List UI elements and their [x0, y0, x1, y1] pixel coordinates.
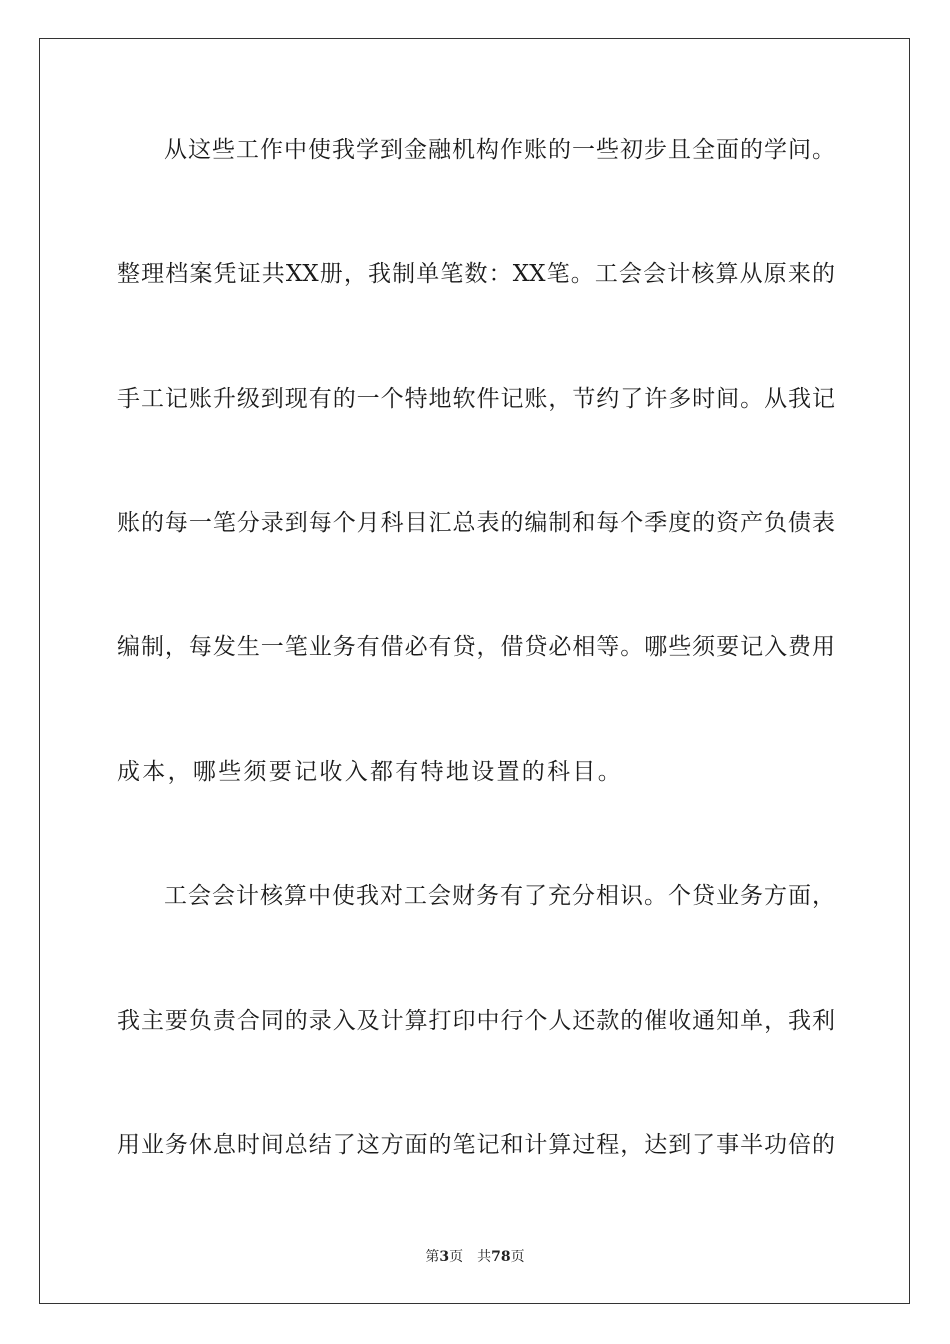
- text-line-1: 从这些工作中使我学到金融机构作账的一些初步且全面的学问。: [164, 137, 835, 163]
- text-line-4: 账的每一笔分录到每个月科目汇总表的编制和每个季度的资产负债表: [117, 510, 835, 536]
- text-line-8: 我主要负责合同的录入及计算打印中行个人还款的催收通知单，我利: [117, 1008, 835, 1034]
- page-label: 第3页: [425, 1249, 464, 1265]
- text-line-7: 工会会计核算中使我对工会财务有了充分相识。个贷业务方面，: [164, 883, 835, 909]
- total-pages: 78: [491, 1249, 511, 1265]
- text-line-3: 手工记账升级到现有的一个特地软件记账，节约了许多时间。从我记: [117, 386, 835, 412]
- page-footer: [0, 1247, 950, 1267]
- text-line-9: 用业务休息时间总结了这方面的笔记和计算过程，达到了事半功倍的: [117, 1132, 835, 1158]
- text-line-5: 编制，每发生一笔业务有借必有贷，借贷必相等。哪些须要记入费用: [117, 634, 835, 660]
- page-number: 3: [439, 1249, 450, 1265]
- text-line-6: 成本，哪些须要记收入都有特地设置的科目。: [117, 759, 623, 785]
- page-border: [39, 38, 910, 1304]
- text-line-2: 整理档案凭证共XX册，我制单笔数：XX笔。工会会计核算从原来的: [117, 261, 835, 287]
- total-pages-label: 共78页: [477, 1249, 525, 1265]
